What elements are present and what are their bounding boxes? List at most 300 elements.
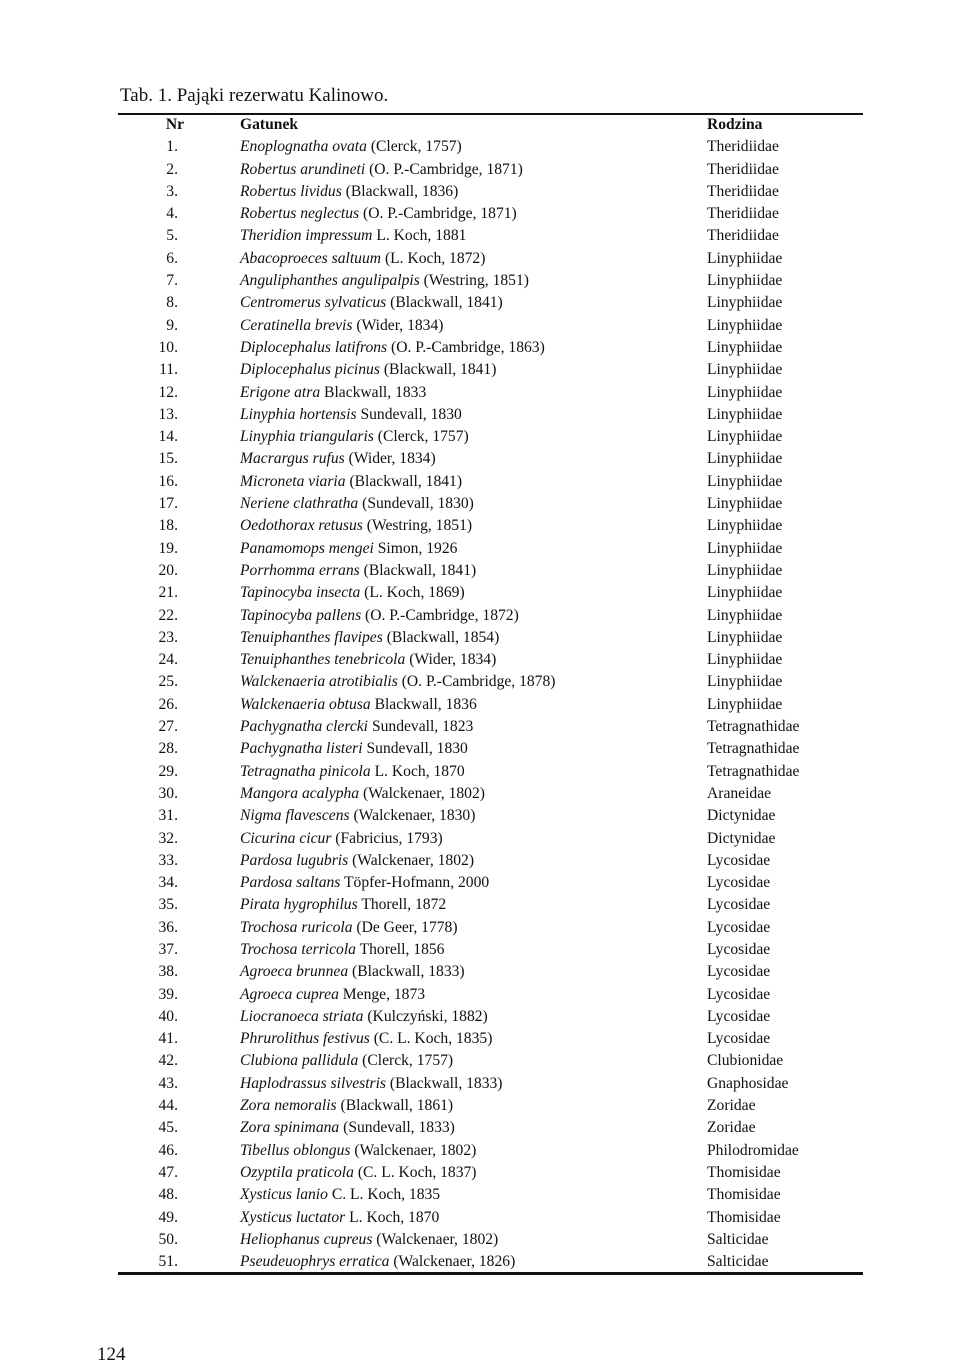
species-cell: [240, 250, 485, 268]
family-cell: Thomisidae: [707, 1208, 781, 1226]
table-row: [0, 1207, 960, 1229]
species-cell: [240, 673, 555, 691]
table-row: [0, 315, 960, 337]
species-name: Phrurolithus festivus: [240, 1030, 370, 1048]
species-cell: [240, 339, 545, 357]
row-number: 13.: [158, 405, 178, 423]
species-cell: [240, 1209, 439, 1227]
species-author: (Sundevall, 1830): [362, 495, 474, 513]
table-row: [0, 716, 960, 738]
species-name: Microneta viaria: [240, 472, 346, 490]
species-cell: [240, 473, 462, 491]
row-number: 6.: [166, 249, 178, 267]
table-row: [0, 627, 960, 649]
row-number: 21.: [158, 584, 178, 602]
family-cell: Linyphiidae: [707, 338, 783, 356]
family-cell: Lycosidae: [707, 963, 771, 981]
row-number: 50.: [158, 1230, 178, 1248]
species-author: (Walckenaer, 1802): [363, 784, 485, 802]
row-number: 24.: [158, 651, 178, 669]
table-row: [0, 159, 960, 181]
species-name: Linyphia hortensis: [240, 405, 357, 423]
species-name: Trochosa terricola: [240, 940, 356, 958]
species-cell: [240, 138, 462, 156]
species-author: (L. Koch, 1869): [364, 584, 465, 602]
species-name: Pseudeuophrys erratica: [240, 1253, 390, 1271]
row-number: 27.: [158, 718, 178, 736]
family-cell: Linyphiidae: [707, 695, 783, 713]
row-number: 19.: [158, 539, 178, 557]
species-cell: [240, 272, 529, 290]
row-number: 44.: [158, 1097, 178, 1115]
table-row: [0, 337, 960, 359]
family-cell: Linyphiidae: [707, 472, 783, 490]
table-row: [0, 872, 960, 894]
species-author: (Wider, 1834): [356, 316, 444, 334]
table-row: [0, 1006, 960, 1028]
species-name: Zora spinimana: [240, 1119, 340, 1137]
family-cell: Linyphiidae: [707, 272, 783, 290]
table-row: [0, 515, 960, 537]
family-cell: Lycosidae: [707, 1030, 771, 1048]
family-cell: Lycosidae: [707, 851, 771, 869]
species-author: Töpfer-Hofmann, 2000: [344, 874, 490, 892]
row-number: 29.: [158, 762, 178, 780]
species-author: (Blackwall, 1854): [386, 628, 500, 646]
family-cell: Linyphiidae: [707, 249, 783, 267]
row-number: 23.: [158, 628, 178, 646]
row-number: 10.: [158, 338, 178, 356]
species-author: (Westring, 1851): [423, 272, 529, 290]
species-cell: [240, 852, 474, 870]
table-row: [0, 671, 960, 693]
species-cell: [240, 1052, 453, 1070]
species-cell: [240, 406, 462, 424]
species-cell: [240, 919, 458, 937]
family-cell: Thomisidae: [707, 1163, 781, 1181]
species-cell: [240, 1164, 477, 1182]
table-row: [0, 1028, 960, 1050]
species-cell: [240, 1231, 498, 1249]
species-cell: [240, 384, 426, 402]
row-number: 7.: [166, 272, 178, 290]
family-cell: Philodromidae: [707, 1141, 799, 1159]
family-cell: Linyphiidae: [707, 628, 783, 646]
species-cell: [240, 205, 517, 223]
table-row: [0, 538, 960, 560]
table-row: [0, 1095, 960, 1117]
species-author: (Blackwall, 1841): [363, 561, 477, 579]
species-cell: [240, 1186, 440, 1204]
family-cell: Linyphiidae: [707, 651, 783, 669]
row-number: 14.: [158, 428, 178, 446]
species-name: Walckenaeria obtusa: [240, 695, 371, 713]
species-cell: [240, 941, 444, 959]
family-cell: Dictynidae: [707, 829, 776, 847]
row-number: 8.: [166, 294, 178, 312]
species-table: [0, 114, 960, 1273]
species-name: Pirata hygrophilus: [240, 896, 358, 914]
species-cell: [240, 896, 446, 914]
species-author: (Clerck, 1757): [370, 138, 462, 156]
species-name: Tibellus oblongus: [240, 1141, 351, 1159]
table-row: [0, 850, 960, 872]
species-cell: [240, 317, 443, 335]
family-cell: Linyphiidae: [707, 294, 783, 312]
family-cell: Thomisidae: [707, 1186, 781, 1204]
species-cell: [240, 696, 477, 714]
species-cell: [240, 1030, 492, 1048]
page-title: Tab. 1. Pająki rezerwatu Kalinowo.: [120, 85, 389, 106]
table-row: [0, 582, 960, 604]
species-name: Xysticus luctator: [240, 1208, 346, 1226]
family-cell: Zoridae: [707, 1119, 756, 1137]
family-cell: Theridiidae: [707, 160, 779, 178]
species-author: (Walckenaer, 1802): [376, 1230, 499, 1248]
species-author: (Wider, 1834): [409, 651, 497, 669]
species-name: Tetragnatha pinicola: [240, 762, 371, 780]
family-cell: Tetragnathidae: [707, 718, 800, 736]
species-name: Agroeca brunnea: [240, 963, 349, 981]
family-cell: Linyphiidae: [707, 383, 783, 401]
row-number: 34.: [158, 874, 178, 892]
family-cell: Lycosidae: [707, 985, 771, 1003]
table-row: [0, 359, 960, 381]
row-number: 28.: [158, 740, 178, 758]
species-name: Theridion impressum: [240, 227, 373, 245]
row-number: 30.: [158, 784, 178, 802]
row-number: 18.: [158, 517, 178, 535]
species-author: (L. Koch, 1872): [384, 249, 486, 267]
family-cell: Linyphiidae: [707, 316, 783, 334]
species-cell: [240, 161, 523, 179]
species-name: Xysticus lanio: [240, 1186, 328, 1204]
family-cell: Tetragnathidae: [707, 740, 800, 758]
family-cell: Tetragnathidae: [707, 762, 800, 780]
row-number: 20.: [158, 561, 178, 579]
family-cell: Linyphiidae: [707, 405, 783, 423]
species-name: Tenuiphanthes tenebricola: [240, 651, 406, 669]
table-row: [0, 1050, 960, 1072]
species-name: Walckenaeria atrotibialis: [240, 673, 398, 691]
row-number: 9.: [166, 316, 178, 334]
row-number: 39.: [158, 985, 178, 1003]
species-author: (De Geer, 1778): [356, 918, 458, 936]
species-cell: [240, 718, 473, 736]
row-number: 40.: [158, 1007, 178, 1025]
species-name: Abacoproeces saltuum: [240, 249, 382, 267]
row-number: 17.: [158, 495, 178, 513]
species-name: Cicurina cicur: [240, 829, 332, 847]
row-number: 32.: [158, 829, 178, 847]
species-cell: [240, 986, 425, 1004]
table-row: [0, 270, 960, 292]
species-name: Heliophanus cupreus: [240, 1230, 373, 1248]
table-header-row: [0, 114, 960, 136]
species-author: L. Koch, 1870: [374, 762, 465, 780]
species-author: (Blackwall, 1861): [340, 1097, 454, 1115]
table-row: [0, 560, 960, 582]
species-name: Panamomops mengei: [240, 539, 374, 557]
row-number: 16.: [158, 472, 178, 490]
species-cell: [240, 1097, 453, 1115]
species-author: Sundevall, 1823: [371, 718, 474, 736]
table-row: [0, 828, 960, 850]
table-row: [0, 605, 960, 627]
row-number: 38.: [158, 963, 178, 981]
row-number: 48.: [158, 1186, 178, 1204]
family-cell: Theridiidae: [707, 227, 779, 245]
species-cell: [240, 629, 499, 647]
table-row: [0, 738, 960, 760]
species-author: (O. P.-Cambridge, 1878): [401, 673, 556, 691]
species-author: L. Koch, 1870: [349, 1208, 440, 1226]
table-row: [0, 181, 960, 203]
family-cell: Clubionidae: [707, 1052, 784, 1070]
species-cell: [240, 607, 519, 625]
species-author: (Blackwall, 1841): [383, 361, 497, 379]
table-row: [0, 761, 960, 783]
row-number: 47.: [158, 1163, 178, 1181]
species-author: (Blackwall, 1841): [349, 472, 463, 490]
species-author: (Walckenaer, 1826): [393, 1253, 516, 1271]
species-name: Clubiona pallidula: [240, 1052, 359, 1070]
species-name: Centromerus sylvaticus: [240, 294, 387, 312]
table-row: [0, 894, 960, 916]
species-name: Anguliphanthes angulipalpis: [240, 272, 420, 290]
species-name: Robertus neglectus: [240, 205, 360, 223]
species-cell: [240, 562, 476, 580]
family-cell: Linyphiidae: [707, 606, 783, 624]
species-name: Pardosa saltans: [240, 874, 341, 892]
family-cell: Lycosidae: [707, 940, 771, 958]
species-author: Blackwall, 1833: [324, 383, 427, 401]
species-name: Macrargus rufus: [240, 450, 345, 468]
species-cell: [240, 785, 485, 803]
family-cell: Linyphiidae: [707, 561, 783, 579]
table-row: [0, 1140, 960, 1162]
species-author: (Walckenaer, 1830): [353, 807, 476, 825]
species-name: Pachygnatha listeri: [240, 740, 363, 758]
species-cell: [240, 517, 472, 535]
row-number: 2.: [166, 160, 178, 178]
row-number: 37.: [158, 940, 178, 958]
species-cell: [240, 651, 496, 669]
species-cell: [240, 874, 489, 892]
species-name: Tapinocyba insecta: [240, 584, 361, 602]
species-author: (Blackwall, 1841): [390, 294, 503, 312]
row-number: 43.: [158, 1074, 178, 1092]
table-row: [0, 203, 960, 225]
row-number: 25.: [158, 673, 178, 691]
row-number: 1.: [166, 138, 178, 156]
species-name: Pardosa lugubris: [240, 851, 349, 869]
family-cell: Araneidae: [707, 784, 772, 802]
species-name: Oedothorax retusus: [240, 517, 363, 535]
species-cell: [240, 495, 474, 513]
species-name: Zora nemoralis: [240, 1097, 337, 1115]
species-author: (Sundevall, 1833): [343, 1119, 455, 1137]
table-row: [0, 404, 960, 426]
species-author: (Wider, 1834): [348, 450, 436, 468]
row-number: 41.: [158, 1030, 178, 1048]
species-cell: [240, 227, 466, 245]
table-row: [0, 961, 960, 983]
family-cell: Zoridae: [707, 1097, 756, 1115]
species-name: Agroeca cuprea: [240, 985, 339, 1003]
table-row: [0, 649, 960, 671]
species-author: (Clerck, 1757): [377, 428, 469, 446]
row-number: 12.: [158, 383, 178, 401]
species-name: Robertus lividus: [240, 182, 342, 200]
species-name: Erigone atra: [240, 383, 321, 401]
family-cell: Lycosidae: [707, 1007, 771, 1025]
row-number: 11.: [159, 361, 178, 379]
species-author: C. L. Koch, 1835: [331, 1186, 441, 1204]
species-cell: [240, 1142, 476, 1160]
species-name: Ozyptila praticola: [240, 1163, 354, 1181]
species-author: (O. P.-Cambridge, 1863): [391, 338, 545, 356]
species-name: Robertus arundineti: [240, 160, 366, 178]
species-name: Nigma flavescens: [240, 807, 350, 825]
species-cell: [240, 830, 443, 848]
species-author: (C. L. Koch, 1835): [373, 1030, 493, 1048]
row-number: 42.: [158, 1052, 178, 1070]
table-bottom-rule: [118, 1272, 863, 1275]
species-cell: [240, 763, 465, 781]
family-cell: Linyphiidae: [707, 361, 783, 379]
page-number: 124: [97, 1344, 126, 1365]
species-name: Linyphia triangularis: [240, 428, 374, 446]
row-number: 36.: [158, 918, 178, 936]
family-cell: Linyphiidae: [707, 584, 783, 602]
row-number: 33.: [158, 851, 178, 869]
species-name: Enoplognatha ovata: [240, 138, 367, 156]
species-author: Blackwall, 1836: [374, 695, 477, 713]
species-name: Trochosa ruricola: [240, 918, 353, 936]
species-name: Liocranoeca striata: [240, 1007, 364, 1025]
species-author: Sundevall, 1830: [360, 405, 462, 423]
table-row: [0, 1251, 960, 1273]
header-family: Rodzina: [707, 116, 763, 133]
species-cell: [240, 740, 468, 758]
family-cell: Linyphiidae: [707, 673, 783, 691]
header-species: Gatunek: [240, 116, 299, 133]
species-cell: [240, 1119, 455, 1137]
table-body: [0, 136, 960, 1273]
species-cell: [240, 540, 457, 558]
family-cell: Theridiidae: [707, 205, 779, 223]
table-row: [0, 694, 960, 716]
species-author: (Blackwall, 1833): [389, 1074, 503, 1092]
family-cell: Gnaphosidae: [707, 1074, 789, 1092]
row-number: 5.: [166, 227, 178, 245]
family-cell: Linyphiidae: [707, 539, 783, 557]
table-row: [0, 917, 960, 939]
table-row: [0, 805, 960, 827]
table-row: [0, 248, 960, 270]
species-cell: [240, 584, 465, 602]
species-author: Sundevall, 1830: [366, 740, 468, 758]
species-cell: [240, 807, 475, 825]
table-row: [0, 136, 960, 158]
family-cell: Theridiidae: [707, 182, 779, 200]
species-cell: [240, 450, 436, 468]
family-cell: Lycosidae: [707, 918, 771, 936]
species-cell: [240, 1008, 488, 1026]
family-cell: Lycosidae: [707, 874, 771, 892]
family-cell: Linyphiidae: [707, 428, 783, 446]
species-author: (Walckenaer, 1802): [354, 1141, 477, 1159]
row-number: 49.: [158, 1208, 178, 1226]
row-number: 3.: [166, 182, 178, 200]
species-author: (O. P.-Cambridge, 1871): [363, 205, 517, 223]
species-author: (Fabricius, 1793): [335, 829, 443, 847]
species-cell: [240, 428, 469, 446]
species-cell: [240, 183, 458, 201]
family-cell: Theridiidae: [707, 138, 779, 156]
species-name: Pachygnatha clercki: [240, 718, 369, 736]
row-number: 26.: [158, 695, 178, 713]
species-author: Thorell, 1856: [359, 940, 445, 958]
family-cell: Linyphiidae: [707, 495, 783, 513]
species-cell: [240, 1253, 515, 1271]
species-author: Simon, 1926: [377, 539, 458, 557]
species-cell: [240, 963, 465, 981]
species-author: (Blackwall, 1836): [345, 182, 459, 200]
species-name: Porrhomma errans: [240, 561, 360, 579]
species-name: Diplocephalus latifrons: [240, 338, 388, 356]
species-name: Tapinocyba pallens: [240, 606, 362, 624]
species-author: (O. P.-Cambridge, 1871): [369, 160, 523, 178]
table-row: [0, 382, 960, 404]
row-number: 46.: [158, 1141, 178, 1159]
row-number: 51.: [158, 1253, 178, 1271]
table-row: [0, 1073, 960, 1095]
table-row: [0, 471, 960, 493]
family-cell: Linyphiidae: [707, 450, 783, 468]
row-number: 31.: [158, 807, 178, 825]
species-name: Neriene clathratha: [240, 495, 359, 513]
species-author: (C. L. Koch, 1837): [357, 1163, 477, 1181]
species-author: L. Koch, 1881: [376, 227, 467, 245]
table-row: [0, 939, 960, 961]
family-cell: Dictynidae: [707, 807, 776, 825]
species-author: Thorell, 1872: [361, 896, 447, 914]
table-row: [0, 1184, 960, 1206]
species-name: Diplocephalus picinus: [240, 361, 380, 379]
species-author: (Walckenaer, 1802): [352, 851, 475, 869]
species-author: (Kulczyński, 1882): [367, 1007, 488, 1025]
family-cell: Salticidae: [707, 1230, 769, 1248]
table-row: [0, 1229, 960, 1251]
table-row: [0, 448, 960, 470]
species-author: (O. P.-Cambridge, 1872): [365, 606, 519, 624]
family-cell: Salticidae: [707, 1253, 769, 1271]
species-cell: [240, 294, 503, 312]
table-row: [0, 426, 960, 448]
table-row: [0, 1117, 960, 1139]
table-row: [0, 225, 960, 247]
family-cell: Linyphiidae: [707, 517, 783, 535]
table-row: [0, 493, 960, 515]
species-name: Mangora acalypha: [240, 784, 360, 802]
table-row: [0, 984, 960, 1006]
species-author: (Clerck, 1757): [362, 1052, 454, 1070]
row-number: 22.: [158, 606, 178, 624]
species-name: Ceratinella brevis: [240, 316, 353, 334]
table-row: [0, 783, 960, 805]
